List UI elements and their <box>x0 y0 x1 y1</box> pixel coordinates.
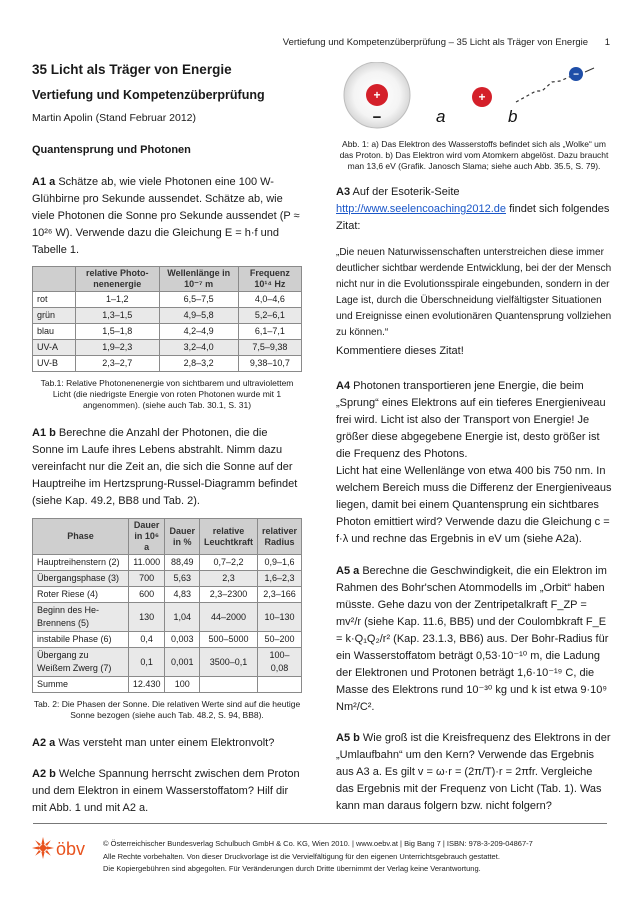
quote: „Die neuen Naturwissenschaften unterstreichen diese immer deutlicher sichtbar werdende Entwicklung, bei der der Mensch nicht nur in die Evolutionsspirale eingebunden, sondern in der Lage ist, durch die Überschneidung vielfältigster Situationen und Ereignisse einen evolutionären Quantensprung vollziehen zu können.“ <box>336 247 612 338</box>
table-cell: Übergang zu Weißem Zwerg (7) <box>33 648 129 677</box>
electron-path <box>516 75 574 102</box>
table-row <box>33 555 302 571</box>
task-a5a <box>336 563 612 716</box>
table-header <box>33 267 76 292</box>
table-cell: 50–200 <box>257 632 301 648</box>
table-cell: 4,0–4,6 <box>238 292 301 308</box>
table-cell: Roter Riese (4) <box>33 587 129 603</box>
motion-arrow <box>585 68 594 72</box>
left-column <box>32 62 302 817</box>
table-row <box>33 340 302 356</box>
table-row <box>33 677 302 693</box>
table-cell: 1,9–2,3 <box>76 340 160 356</box>
task-a1b <box>32 425 302 510</box>
table-cell: 1,6–2,3 <box>257 571 301 587</box>
table-cell: 700 <box>128 571 165 587</box>
task-a3 <box>336 184 612 235</box>
table-cell: 0,001 <box>165 648 200 677</box>
task-label: A2 a <box>32 737 56 749</box>
logo-star-icon <box>32 837 54 859</box>
task-text: Schätze ab, wie viele Photonen eine 100 W-Glühbirne pro Sekunde aussendet. Schätze ab, wie viele Photonen die Sonne pro Sekunde aussendet (P ≈ 10²⁶ W). Verwende dazu die Gleichung E = h·f und Tabelle 1. <box>32 176 300 256</box>
running-title: Vertiefung und Kompetenzüberprüfung – 35 Licht als Träger von Energie <box>282 37 589 48</box>
table-cell: 6,5–7,5 <box>159 292 238 308</box>
page-number: 1 <box>604 37 610 48</box>
electron-minus-sign: − <box>372 109 382 126</box>
author: Martin Apolin (Stand Februar 2012) <box>32 112 197 124</box>
table-cell: 10–130 <box>257 603 301 632</box>
table-cell: 100 <box>165 677 200 693</box>
table-cell: 0,1 <box>128 648 165 677</box>
table-cell: 2,3–2300 <box>199 587 257 603</box>
task-label: A1 a <box>32 176 56 188</box>
table-header: relative Photo-nenenergie <box>76 267 160 292</box>
task-a2b <box>32 766 302 817</box>
table-cell: 44–2000 <box>199 603 257 632</box>
table-header-row <box>33 519 302 555</box>
table-cell: 4,9–5,8 <box>159 308 238 324</box>
table-cell: 5,2–6,1 <box>238 308 301 324</box>
table-header: Frequenz 10¹⁴ Hz <box>238 267 301 292</box>
table-cell: 88,49 <box>165 555 200 571</box>
table-cell: 1,04 <box>165 603 200 632</box>
section-heading: Quantensprung und Photonen <box>32 144 191 156</box>
task-text: Wie groß ist die Kreisfrequenz des Elektrons in der „Umlaufbahn“ um den Kern? Verwende das Ergebnis aus A3 a. Es gilt v = ω·r = (2π/T)·r = 2πfr. Vergleiche das Ergebnis mit der Frequenz von Licht (Tab. 1). Was kann man daraus folgern bzw. nicht folgern? <box>336 732 611 812</box>
footer-line-3: Die Kopiergebühren sind abgegolten. Für Veränderungen durch Dritte übernimmt der Verlag keine Verantwortung. <box>103 864 481 873</box>
task-a4-part2: Licht hat eine Wellenlänge von etwa 400 bis 750 nm. In welchem Bereich muss die Differenz der Energieniveaus liegen, damit bei einem Quantensprung ein sichtbares Photon emittiert wird? Verwende dazu die Gleichung c = f·λ und rechne das Ergebnis in eV um (siehe A2a). <box>336 465 612 545</box>
table-row <box>33 587 302 603</box>
task-label: A4 <box>336 380 351 392</box>
table-cell: 100–0,08 <box>257 648 301 677</box>
table-row <box>33 632 302 648</box>
task-a2a <box>32 735 302 752</box>
table-cell: 0,7–2,2 <box>199 555 257 571</box>
table-cell: 500–5000 <box>199 632 257 648</box>
table-cell: 5,63 <box>165 571 200 587</box>
task-label: A2 b <box>32 768 56 780</box>
table-row <box>33 571 302 587</box>
table-cell: 1,5–1,8 <box>76 324 160 340</box>
table-cell: 0,9–1,6 <box>257 555 301 571</box>
table-cell: 3500–0,1 <box>199 648 257 677</box>
table-row <box>33 308 302 324</box>
table-row <box>33 292 302 308</box>
task-text: Was versteht man unter einem Elektronvolt? <box>58 737 275 749</box>
footer-line-2: Alle Rechte vorbehalten. Von dieser Druckvorlage ist die Vervielfältigung für den eigenen Unterrichtsgebrauch gestattet. <box>103 851 500 861</box>
table-1-caption: Tab.1: Relative Photonenenergie von sichtbarem und ultraviolettem Licht (die niedrigste Energie von roten Photonen wurde mit 1 angenommen). (siehe auch Tab. 30.1, S. 31) <box>40 378 294 410</box>
table-row <box>33 648 302 677</box>
table-header: Dauer in 10⁶ a <box>128 519 165 555</box>
table-cell: blau <box>33 324 76 340</box>
table-cell: rot <box>33 292 76 308</box>
table-cell <box>257 677 301 693</box>
table-row <box>33 603 302 632</box>
table-cell: grün <box>33 308 76 324</box>
table-cell: 2,8–3,2 <box>159 356 238 372</box>
table-header-row <box>33 267 302 292</box>
table-cell: Summe <box>33 677 129 693</box>
task-label: A5 b <box>336 732 360 744</box>
table-cell: 1–1,2 <box>76 292 160 308</box>
page-subtitle: Vertiefung und Kompetenzüberprüfung <box>32 88 265 102</box>
table-cell: UV-B <box>33 356 76 372</box>
footer-line-1: © Österreichischer Bundesverlag Schulbuch GmbH & Co. KG, Wien 2010. | www.oebv.at | Big Bang 7 | ISBN: 978-3-209-04867-7 <box>103 839 533 848</box>
table-cell: Beginn des He-Brennens (5) <box>33 603 129 632</box>
footer-divider <box>33 823 607 824</box>
task-label: A1 b <box>32 427 56 439</box>
table-cell: 2,3–2,7 <box>76 356 160 372</box>
table-cell: 2,3 <box>199 571 257 587</box>
table-cell: 9,38–10,7 <box>238 356 301 372</box>
table-cell: 11.000 <box>128 555 165 571</box>
table-header: relative Leuchtkraft <box>199 519 257 555</box>
table-header: Phase <box>33 519 129 555</box>
table-cell: Übergangsphase (3) <box>33 571 129 587</box>
table-cell: 1,3–1,5 <box>76 308 160 324</box>
task-text: Berechne die Anzahl der Photonen, die die Sonne im Laufe ihres Lebens abstrahlt. Nimm dazu vereinfacht nur die Zeit an, die sich die Sonne auf der Hauptreihe im Hertzsprung-Russel-Diagramm befindet (siehe Kap. 49.2, BB8 und Tab. 2). <box>32 427 298 507</box>
task-text: Welche Spannung herrscht zwischen dem Proton und dem Elektron in einem Wasserstoffatom? Hilf dir mit Abb. 1 und mit A2 a. <box>32 768 300 814</box>
seelencoaching-link[interactable]: http://www.seelencoaching2012.de <box>336 203 507 215</box>
task-text: findet sich folgendes Zitat: <box>336 203 610 232</box>
table-row <box>33 356 302 372</box>
table-row <box>33 324 302 340</box>
table-cell: Hauptreihenstern (2) <box>33 555 129 571</box>
proton-plus-sign: + <box>478 90 486 104</box>
oebv-logo <box>32 836 96 865</box>
logo-text: öbv <box>56 839 86 859</box>
electron-minus-sign: − <box>573 69 579 81</box>
table-cell: 12.430 <box>128 677 165 693</box>
atom-figure <box>336 62 612 130</box>
task-a4 <box>336 378 612 463</box>
table-cell: 4,83 <box>165 587 200 603</box>
task-label: A5 a <box>336 565 360 577</box>
table-2-caption: Tab. 2: Die Phasen der Sonne. Die relativen Werte sind auf die heutige Sonne bezogen (siehe auch Tab. 48.2, S. 94, BB8). <box>33 699 301 720</box>
table-cell: 600 <box>128 587 165 603</box>
table-header: Wellenlänge in 10⁻⁷ m <box>159 267 238 292</box>
proton-plus-sign: + <box>373 88 381 102</box>
task-label: A3 <box>336 186 351 198</box>
table-cell: 0,4 <box>128 632 165 648</box>
figure-caption: Abb. 1: a) Das Elektron des Wasserstoffs befindet sich als „Wolke“ um das Proton. b) Das Elektron wird vom Atomkern abgelöst. Dazu braucht man 13,6 eV (Grafik. Janosch Slama; siehe auch Abb. 35.5, S. 79). <box>339 139 609 171</box>
task-a3-instruction: Kommentiere dieses Zitat! <box>336 345 464 357</box>
table-2 <box>32 518 302 693</box>
table-cell: instabile Phase (6) <box>33 632 129 648</box>
task-text: Auf der Esoterik-Seite <box>352 186 460 198</box>
table-1 <box>32 266 302 372</box>
table-cell: 130 <box>128 603 165 632</box>
figure-label-b: b <box>508 107 518 126</box>
task-a5b <box>336 730 612 815</box>
table-cell <box>199 677 257 693</box>
oebv-logo-mark <box>32 836 96 860</box>
running-header <box>283 37 610 48</box>
table-cell: 6,1–7,1 <box>238 324 301 340</box>
table-cell: 3,2–4,0 <box>159 340 238 356</box>
table-cell: 4,2–4,9 <box>159 324 238 340</box>
table-cell: UV-A <box>33 340 76 356</box>
task-text: Berechne die Geschwindigkeit, die ein Elektron im Rahmen des Bohr'schen Atommodells im „Orbit“ haben müsste. Gehe dazu von der Zentripetalkraft F_ZP = mv²/r (siehe Kap. 11.6, BB5) und der Coulombkraft F_E = k·Q₁Q₂/r² (Kap. 23.1.3, BB6) aus. Der Bohr-Radius für ein Wasserstoffatom beträgt 0,53·10⁻¹⁰ m, die Ladung der Elektronen und Protonen beträgt 1,6·10⁻¹⁹ C, die Masse des Elektrons rund 10⁻³⁰ kg und k ist etwa 9·10⁹ Nm²/C². <box>336 565 609 713</box>
task-a1a <box>32 174 302 259</box>
footer <box>103 838 533 876</box>
right-column <box>336 62 612 815</box>
page-title: 35 Licht als Träger von Energie <box>32 62 232 77</box>
table-header: Dauer in % <box>165 519 200 555</box>
table-cell: 0,003 <box>165 632 200 648</box>
table-cell: 7,5–9,38 <box>238 340 301 356</box>
task-text: Photonen transportieren jene Energie, die beim „Sprung“ eines Elektrons auf ein tieferes Energieniveau frei wird. Licht ist also der Transport von Energie! Je größer diese abgegebene Energie ist, desto größer ist die Frequenz des Photons. <box>336 380 606 460</box>
figure-label-a: a <box>436 107 446 126</box>
table-cell: 2,3–166 <box>257 587 301 603</box>
table-header: relativer Radius <box>257 519 301 555</box>
